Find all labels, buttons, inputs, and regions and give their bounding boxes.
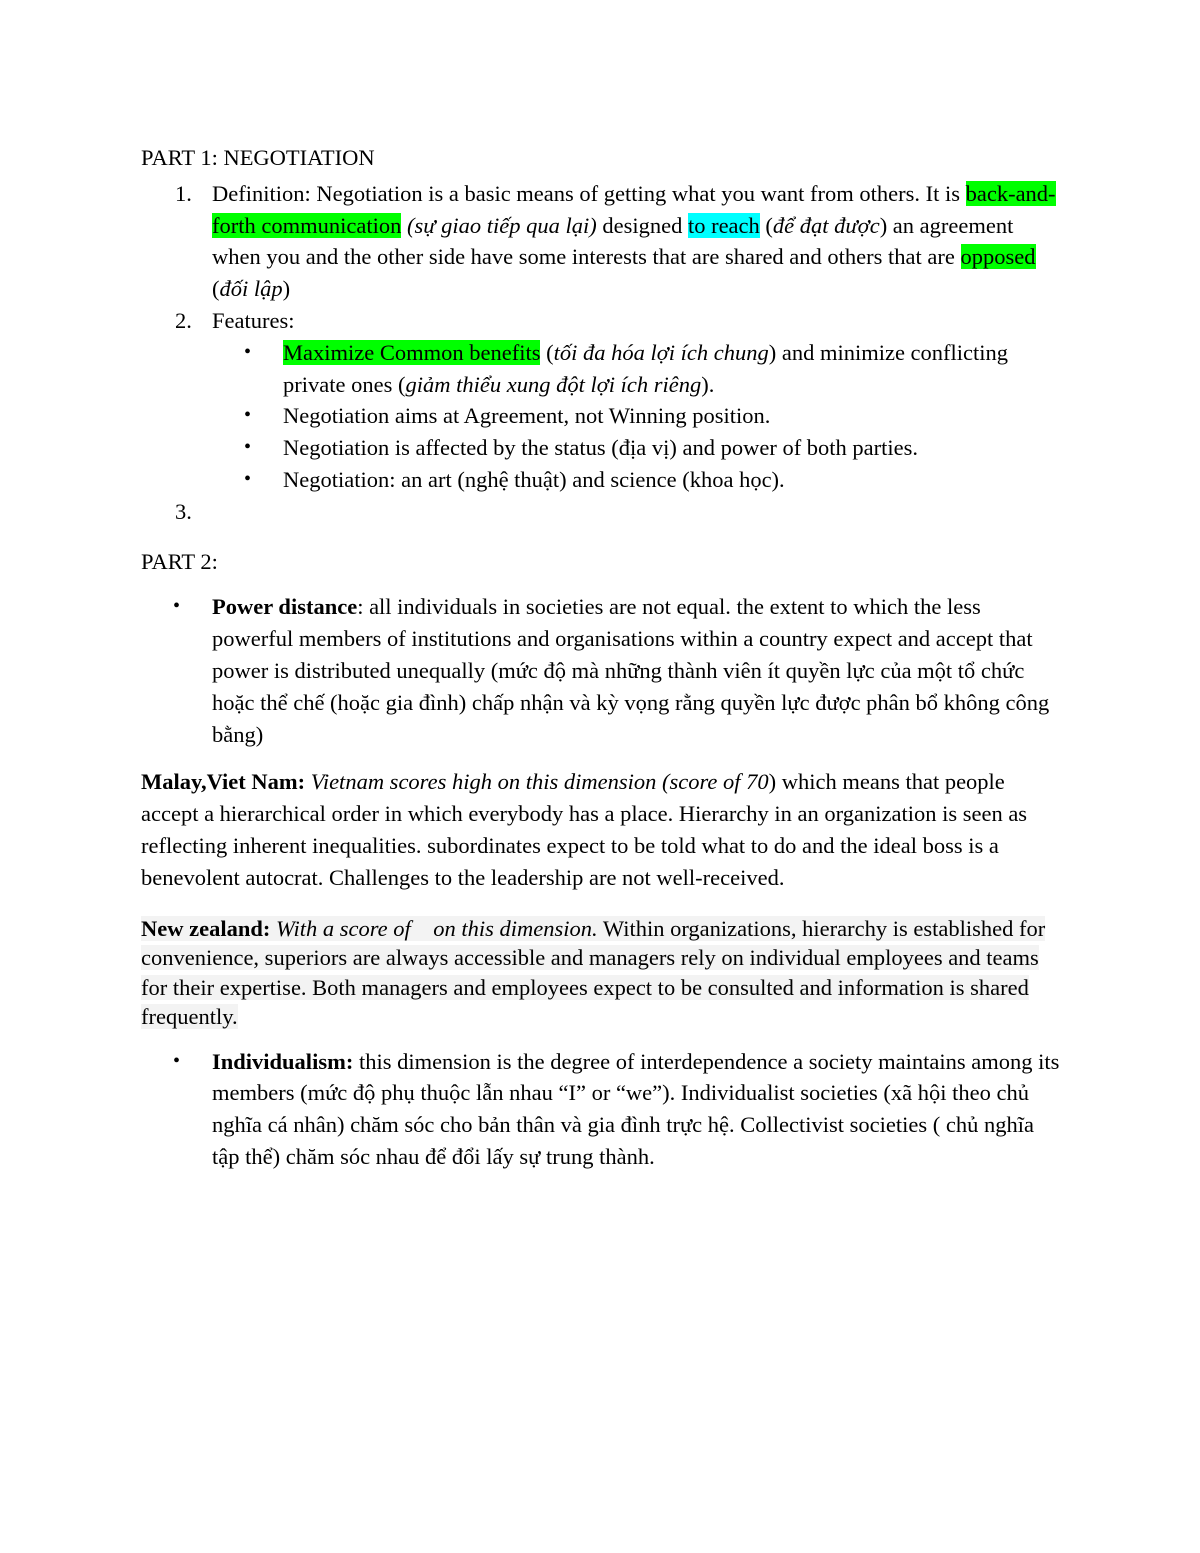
bullet-icon: • — [244, 404, 252, 427]
feature-text: ). — [701, 371, 715, 397]
list-item-empty — [141, 496, 1061, 528]
feature-text: Negotiation is affected by the status (địa vị) and power of both parties. — [283, 435, 919, 461]
definition-text: ) an agreement when you and the other side have some interests that are shared and others that are — [212, 212, 1014, 270]
feature-item — [212, 400, 1061, 432]
bullet-icon: • — [244, 436, 252, 459]
feature-item — [212, 337, 1061, 401]
list-item-features — [141, 305, 1061, 496]
part2-list — [141, 591, 1061, 750]
malay-vietnam-label: Malay,Viet Nam: — [141, 769, 306, 795]
power-distance-term: Power distance — [212, 594, 358, 620]
highlight-to-reach: to reach — [687, 212, 760, 238]
item-number: 2. — [175, 307, 192, 333]
individualism-text: this dimension is the degree of interdependence a society maintains among its members (mức độ phụ thuộc lẫn nhau “I” or “we”). Individualist societies (xã hội theo chủ nghĩa cá nhân) chăm sóc cho bản thân và gia đình trực hệ. Collectivist societies ( chủ nghĩa tập thể) chăm sóc nhau để đổi lấy sự trung thành. — [212, 1048, 1060, 1169]
document-body — [141, 142, 1061, 1173]
new-zealand-text: Within organizations, hierarchy is established for convenience, superiors are always accessible and managers rely on individual employees and teams for their expertise. Both managers and employees expect to be consulted and information is shared frequently. — [141, 915, 1046, 1030]
definition-text: ( — [759, 212, 773, 238]
individualism-list — [141, 1046, 1061, 1173]
malay-vietnam-text: ) which means that people accept a hierarchical order in which everybody has a place. Hierarchy in an organization is seen as reflecting inherent inequalities. subordinates expect to be told what to do and the ideal boss is a benevolent autocrat. Challenges to the leadership are not well-received. — [141, 769, 1028, 890]
power-distance-text: : all individuals in societies are not equal. the extent to which the less powerful members of institutions and organisations within a country expect and accept that power is distributed unequally (mức độ mà những thành viên ít quyền lực của một tổ chức hoặc thể chế (hoặc gia đình) chấp nhận và kỳ vọng rằng quyền lực được phân bổ không công bằng) — [212, 594, 1050, 747]
translation-note: tối đa hóa lợi ích chung — [553, 339, 769, 365]
definition-text: ) — [282, 276, 291, 302]
highlight-maximize: Maximize Common benefits — [283, 339, 541, 365]
definition-text: designed — [596, 212, 688, 238]
part1-heading: PART 1: NEGOTIATION — [141, 145, 375, 170]
item-number: 3. — [175, 498, 192, 524]
list-item-definition — [141, 178, 1061, 305]
feature-text: Negotiation: an art (nghệ thuật) and science (khoa học). — [283, 466, 785, 492]
feature-text: ( — [540, 339, 554, 365]
individualism-item — [141, 1046, 1061, 1173]
new-zealand-label: New zealand: — [141, 915, 271, 941]
feature-item — [212, 464, 1061, 496]
feature-item — [212, 432, 1061, 464]
feature-text: ) and minimize conflicting private ones ( — [283, 339, 1009, 397]
bullet-icon: • — [173, 595, 181, 618]
item-number: 1. — [175, 180, 192, 206]
feature-text: Negotiation aims at Agreement, not Winning position. — [283, 403, 771, 429]
highlight-opposed: opposed — [960, 244, 1036, 270]
bullet-icon: • — [244, 340, 252, 363]
highlight-back-and-forth: back-and-forth communication — [212, 180, 1056, 238]
definition-text: ( — [212, 276, 220, 302]
new-zealand-italic: With a score of on this dimension. — [275, 915, 598, 941]
malay-vietnam-italic: Vietnam scores high on this dimension (score of 70 — [310, 769, 769, 795]
malay-vietnam-paragraph — [141, 766, 1061, 893]
definition-text: Definition: Negotiation is a basic means of getting what you want from others. It is — [212, 180, 966, 206]
part1-list — [141, 178, 1061, 528]
individualism-term: Individualism: — [212, 1048, 354, 1074]
power-distance-item — [141, 591, 1061, 750]
features-list — [212, 337, 1061, 496]
features-label: Features: — [212, 307, 295, 333]
bullet-icon: • — [173, 1049, 181, 1072]
new-zealand-paragraph — [141, 914, 1061, 1032]
translation-note: để đạt được — [772, 212, 880, 238]
bullet-icon: • — [244, 467, 252, 490]
translation-note: (sự giao tiếp qua lại) — [406, 212, 597, 238]
translation-note: đối lập — [219, 276, 283, 302]
translation-note: giảm thiểu xung đột lợi ích riêng — [405, 371, 702, 397]
part2-heading: PART 2: — [141, 548, 218, 574]
